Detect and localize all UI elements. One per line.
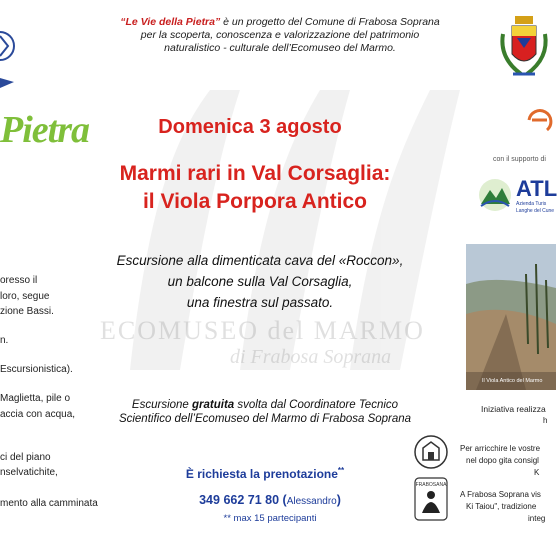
left-text-2: loro, segue	[0, 291, 50, 302]
ecomuseo-sub: di Frabosa Soprana	[230, 346, 392, 368]
initiative-text: Iniziativa realizza	[481, 404, 546, 414]
right-para2-line1: A Frabosa Soprana vis	[460, 490, 541, 499]
atl-sub2: Langhe del Cune	[516, 208, 555, 214]
left-text-9: nselvatichite,	[0, 467, 58, 478]
ecomuseum-e-icon	[525, 104, 555, 134]
right-para2-line3: integ	[528, 514, 546, 523]
description-line2: un balcone sulla Val Corsaglia,	[167, 274, 353, 289]
phone-close: )	[336, 493, 341, 507]
atl-sub1: Azienda Turis	[516, 201, 547, 207]
booking-phone[interactable]	[160, 493, 380, 507]
description-line1: Escursione alla dimenticata cava del «Roccon»,	[116, 253, 404, 268]
right-para1-line3: K	[534, 468, 540, 477]
booking-mark: **	[337, 466, 345, 475]
event-title-line2: il Viola Porpora Antico	[142, 190, 368, 213]
left-text-3: zione Bassi.	[0, 306, 54, 317]
booking-text: È richiesta la prenotazione	[185, 467, 338, 481]
max-participants: ** max 15 partecipanti	[223, 513, 317, 524]
ecomuseo-name: ECOMUSEO del MARMO	[100, 316, 425, 345]
atl-mountain-icon	[478, 178, 512, 212]
description-line3: una finestra sul passato.	[186, 295, 334, 310]
church-emblem-icon	[414, 434, 448, 470]
intro-text	[110, 16, 450, 55]
free-suffix: svolta dal Coordinatore Tecnico	[234, 399, 399, 411]
right-para1-line2: nel dopo gita consigl	[466, 456, 539, 465]
photo-caption: Il Viola Antico del Marmo	[482, 378, 543, 384]
frabosana-label: FRABOSANA	[415, 482, 447, 488]
atl-logo	[478, 174, 558, 218]
left-text-8: ci del piano	[0, 452, 51, 463]
municipality-crest-icon	[495, 14, 553, 88]
right-para2-line2: Ki Taiou", tradizione	[466, 502, 537, 511]
phone-number: 349 662 71 80 (	[199, 493, 287, 507]
support-label: con il supporto di	[493, 156, 546, 163]
event-date: Domenica 3 agosto	[158, 116, 342, 138]
left-text-7: accia con acqua,	[0, 409, 76, 420]
free-prefix: Escursione	[131, 399, 193, 411]
left-text-4: n.	[0, 335, 9, 346]
pietra-logo-text: Pietra	[0, 109, 89, 151]
left-text-5: Escursionistica).	[0, 364, 73, 375]
landscape-photo	[466, 244, 556, 390]
intro-line2: per la scoperta, conoscenza e valorizzazione del patrimonio	[140, 29, 420, 41]
free-info-line1	[80, 399, 450, 411]
left-text-10: mento alla camminata	[0, 498, 98, 509]
intro-title: “Le Vie della Pietra”	[120, 16, 221, 28]
event-title-line1: Marmi rari in Val Corsaglia:	[119, 162, 391, 185]
free-info-line2: Scientifico dell’Ecomuseo del Marmo di Frabosa Soprana	[118, 413, 412, 425]
frabosana-logo-icon	[414, 477, 448, 521]
left-text-1: oresso il	[0, 275, 38, 286]
intro-line1: è un progetto del Comune di Frabosa Soprana	[220, 16, 440, 28]
intro-line3: naturalistico - culturale dell’Ecomuseo del Marmo.	[164, 42, 396, 54]
right-para1-line1: Per arricchire le vostre	[460, 444, 541, 453]
booking-label	[140, 466, 390, 481]
ecomuseo-logo	[100, 316, 470, 372]
left-logo-icon	[0, 28, 18, 90]
atl-text: ATL	[516, 176, 558, 201]
initiative-text2: h	[543, 416, 548, 425]
left-text-6: Maglietta, pile o	[0, 393, 71, 404]
free-highlight: gratuita	[192, 399, 235, 411]
phone-contact: Alessandro	[286, 496, 337, 507]
